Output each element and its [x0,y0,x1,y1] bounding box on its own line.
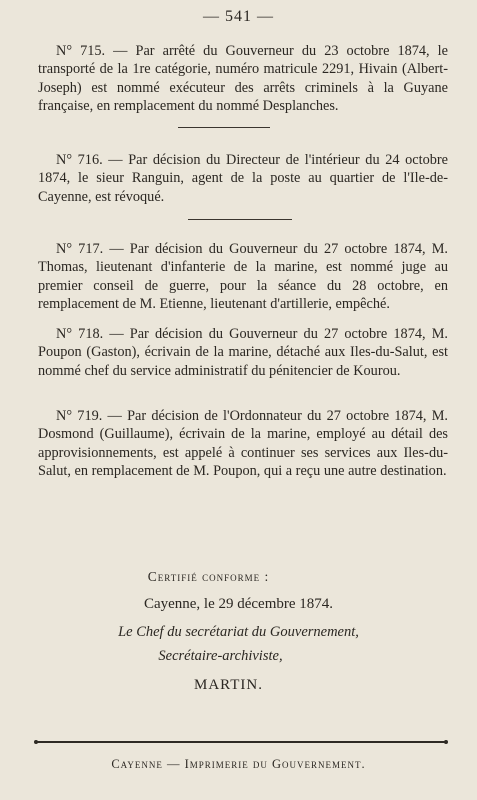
signatory-title-1: Le Chef du secrétariat du Gouvernement, [118,624,359,640]
footer-rule [36,741,446,743]
entry-text: N° 716. — Par décision du Directeur de l'intérieur du 24 octobre 1874, le sieur Ranguin, agent de la poste au quartier de l'Ile-de-Cayenne, est révoqué. [38,152,448,205]
certified-label: Certifié conforme : [147,569,270,584]
entry-717 [38,240,448,313]
footer-rule-end [34,740,38,744]
footer-rule-end [444,740,448,744]
entry-719 [38,407,448,480]
separator-rule [178,127,270,128]
signature: MARTIN. [193,677,263,693]
entry-718 [38,325,448,380]
entry-text: N° 717. — Par décision du Gouverneur du 27 octobre 1874, M. Thomas, lieutenant d'infanterie de la marine, est nommé juge au premier conseil de guerre, pour la séance du 28 octobre, en remplacement de M. Etienne, lieutenant d'artillerie, empêché. [38,241,448,312]
entry-716 [38,151,448,206]
signatory-title-2: Secrétaire-archiviste, [158,648,283,664]
page-number: — 541 — [203,8,274,25]
entry-text: N° 719. — Par décision de l'Ordonnateur du 27 octobre 1874, M. Dosmond (Guillaume), écrivain de la marine, employé au détail des approvisionnements, est appelé à continuer ses services aux Iles-du-Salut, en remplacement de M. Poupon, qui a reçu une autre destination. [38,408,448,479]
place-date: Cayenne, le 29 décembre 1874. [143,596,334,612]
entry-text: N° 715. — Par arrêté du Gouverneur du 23 octobre 1874, le transporté de la 1re catégorie, numéro matricule 2291, Hivain (Albert-Joseph) est nommé exécuteur des arrêts criminels à la Guyane française, en remplacement du nommé Desplanches. [38,43,448,114]
separator-rule [188,219,292,220]
printer-footer: Cayenne — Imprimerie du Gouvernement. [111,757,366,771]
entry-715 [38,42,448,115]
entry-text: N° 718. — Par décision du Gouverneur du 27 octobre 1874, M. Poupon (Gaston), écrivain de la marine, détaché aux Iles-du-Salut, est nommé chef du service administratif du pénitencier de Kourou. [38,326,448,379]
